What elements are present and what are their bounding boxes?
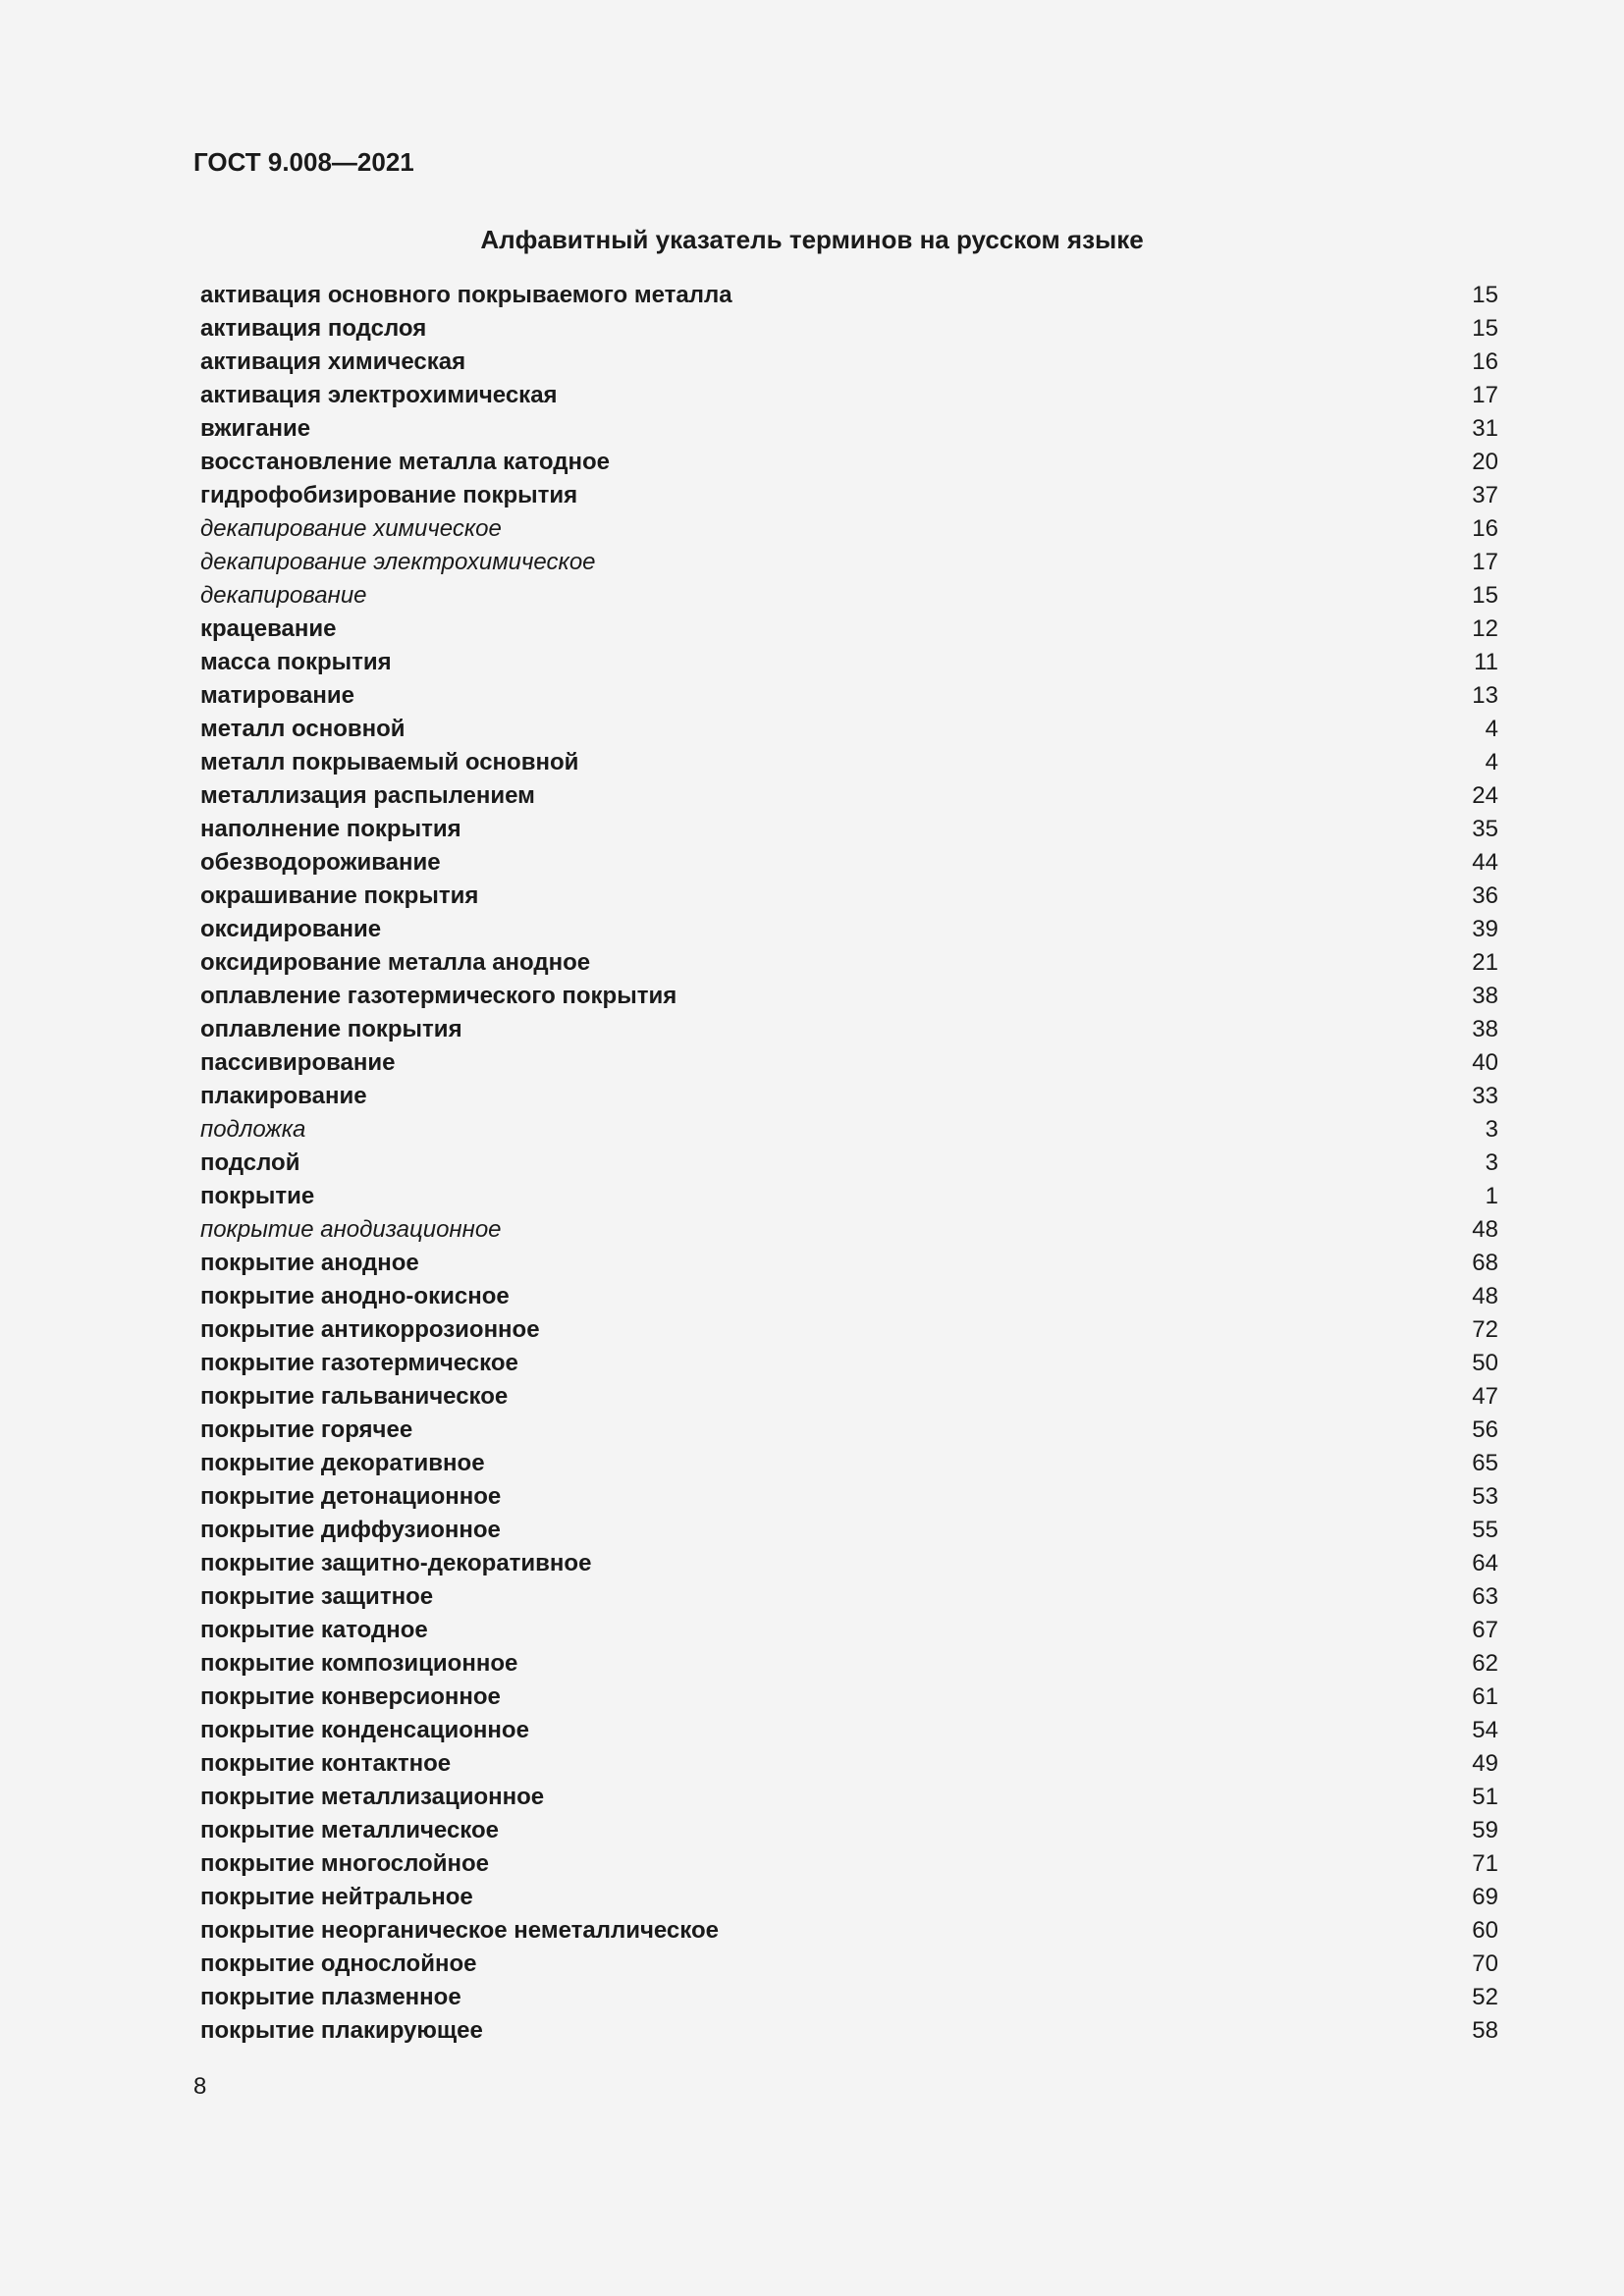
index-term: покрытие антикоррозионное	[200, 1316, 540, 1343]
index-entry	[200, 980, 1498, 1013]
index-term: активация электрохимическая	[200, 382, 558, 408]
index-term-number: 61	[1472, 1683, 1498, 1710]
index-entry	[200, 1981, 1498, 2014]
index-entry	[200, 1046, 1498, 1080]
index-term: покрытие катодное	[200, 1617, 428, 1643]
index-term: восстановление металла катодное	[200, 449, 610, 475]
index-term-number: 51	[1472, 1784, 1498, 1810]
index-term-number: 48	[1472, 1283, 1498, 1309]
index-entry	[200, 479, 1498, 512]
index-term-number: 4	[1485, 749, 1498, 775]
index-term-number: 50	[1472, 1350, 1498, 1376]
index-entry	[200, 1547, 1498, 1580]
index-entry	[200, 1480, 1498, 1514]
index-entry	[200, 1080, 1498, 1113]
index-term-number: 31	[1472, 415, 1498, 442]
index-term: покрытие защитное	[200, 1583, 434, 1610]
index-term: окрашивание покрытия	[200, 882, 479, 909]
index-entry	[200, 1647, 1498, 1681]
page-number: 8	[193, 2073, 207, 2100]
index-entry	[200, 1580, 1498, 1614]
index-term-number: 63	[1472, 1583, 1498, 1610]
index-term-number: 39	[1472, 916, 1498, 942]
index-term: покрытие контактное	[200, 1750, 452, 1777]
index-entry	[200, 512, 1498, 546]
index-entry	[200, 1147, 1498, 1180]
index-term-number: 4	[1485, 716, 1498, 742]
index-term: покрытие детонационное	[200, 1483, 502, 1510]
term-index-list	[200, 279, 1498, 2048]
index-term-number: 13	[1472, 682, 1498, 709]
index-term-number: 33	[1472, 1083, 1498, 1109]
index-term: покрытие металлизационное	[200, 1784, 545, 1810]
index-term: декапирование	[200, 582, 367, 609]
index-entry	[200, 1514, 1498, 1547]
index-term: активация основного покрываемого металла	[200, 282, 732, 308]
index-term: плакирование	[200, 1083, 367, 1109]
index-entry	[200, 1714, 1498, 1747]
index-term: пассивирование	[200, 1049, 396, 1076]
index-entry	[200, 312, 1498, 346]
index-term: покрытие конверсионное	[200, 1683, 501, 1710]
index-term-number: 38	[1472, 983, 1498, 1009]
index-term-number: 54	[1472, 1717, 1498, 1743]
index-term: покрытие неорганическое неметаллическое	[200, 1917, 719, 1944]
index-entry	[200, 1113, 1498, 1147]
index-entry	[200, 546, 1498, 579]
index-term-number: 71	[1472, 1850, 1498, 1877]
index-term-number: 44	[1472, 849, 1498, 876]
index-term: крацевание	[200, 615, 337, 642]
index-term: покрытие	[200, 1183, 315, 1209]
index-entry	[200, 813, 1498, 846]
index-term-number: 56	[1472, 1416, 1498, 1443]
index-term: покрытие газотермическое	[200, 1350, 518, 1376]
index-term-number: 52	[1472, 1984, 1498, 2010]
index-entry	[200, 1347, 1498, 1380]
index-term-number: 58	[1472, 2017, 1498, 2044]
index-term: подслой	[200, 1149, 300, 1176]
index-term-number: 16	[1472, 515, 1498, 542]
index-title: Алфавитный указатель терминов на русском языке	[480, 225, 1144, 254]
index-term: оксидирование	[200, 916, 382, 942]
index-term-number: 20	[1472, 449, 1498, 475]
index-term: покрытие диффузионное	[200, 1517, 501, 1543]
index-term-number: 55	[1472, 1517, 1498, 1543]
index-entry	[200, 1280, 1498, 1313]
index-term: покрытие анодно-окисное	[200, 1283, 510, 1309]
index-entry	[200, 1447, 1498, 1480]
index-term-number: 3	[1485, 1149, 1498, 1176]
index-term-number: 35	[1472, 816, 1498, 842]
index-term: наполнение покрытия	[200, 816, 461, 842]
index-entry	[200, 946, 1498, 980]
index-entry	[200, 446, 1498, 479]
index-term-number: 15	[1472, 282, 1498, 308]
index-entry	[200, 1213, 1498, 1247]
index-term-number: 68	[1472, 1250, 1498, 1276]
index-term-number: 17	[1472, 549, 1498, 575]
index-entry	[200, 579, 1498, 613]
index-term: декапирование электрохимическое	[200, 549, 596, 575]
index-entry	[200, 379, 1498, 412]
index-term: металлизация распылением	[200, 782, 535, 809]
index-entry	[200, 1247, 1498, 1280]
index-term: покрытие конденсационное	[200, 1717, 529, 1743]
index-term: металл покрываемый основной	[200, 749, 579, 775]
index-term-number: 60	[1472, 1917, 1498, 1944]
index-term: вжигание	[200, 415, 311, 442]
index-entry	[200, 279, 1498, 312]
index-entry	[200, 880, 1498, 913]
index-term-number: 70	[1472, 1950, 1498, 1977]
index-term: активация подслоя	[200, 315, 427, 342]
index-entry	[200, 1313, 1498, 1347]
index-entry	[200, 1380, 1498, 1414]
index-entry	[200, 1614, 1498, 1647]
index-entry	[200, 1847, 1498, 1881]
index-term-number: 11	[1474, 649, 1498, 675]
index-entry	[200, 346, 1498, 379]
index-term: покрытие анодизационное	[200, 1216, 502, 1243]
index-term: покрытие гальваническое	[200, 1383, 509, 1410]
index-term-number: 1	[1485, 1183, 1498, 1209]
index-term-number: 62	[1472, 1650, 1498, 1677]
index-term-number: 69	[1472, 1884, 1498, 1910]
index-term: покрытие нейтральное	[200, 1884, 473, 1910]
index-entry	[200, 1814, 1498, 1847]
index-term-number: 64	[1472, 1550, 1498, 1576]
index-term: покрытие горячее	[200, 1416, 413, 1443]
index-entry	[200, 412, 1498, 446]
index-term-number: 17	[1472, 382, 1498, 408]
index-term-number: 72	[1472, 1316, 1498, 1343]
index-term-number: 15	[1472, 582, 1498, 609]
index-term: гидрофобизирование покрытия	[200, 482, 578, 508]
index-term: покрытие однослойное	[200, 1950, 477, 1977]
index-entry	[200, 646, 1498, 679]
index-term-number: 38	[1472, 1016, 1498, 1042]
index-entry	[200, 1180, 1498, 1213]
index-entry	[200, 613, 1498, 646]
index-term-number: 40	[1472, 1049, 1498, 1076]
index-term-number: 37	[1472, 482, 1498, 508]
index-term: металл основной	[200, 716, 406, 742]
index-term: оплавление газотермического покрытия	[200, 983, 677, 1009]
index-entry	[200, 913, 1498, 946]
index-entry	[200, 2014, 1498, 2048]
index-term-number: 59	[1472, 1817, 1498, 1843]
index-entry	[200, 1747, 1498, 1781]
index-term-number: 53	[1472, 1483, 1498, 1510]
index-term: активация химическая	[200, 348, 466, 375]
index-entry	[200, 779, 1498, 813]
index-term: покрытие металлическое	[200, 1817, 499, 1843]
index-term: масса покрытия	[200, 649, 392, 675]
index-entry	[200, 679, 1498, 713]
document-code: ГОСТ 9.008—2021	[193, 147, 414, 177]
index-term: покрытие плазменное	[200, 1984, 461, 2010]
index-term-number: 49	[1472, 1750, 1498, 1777]
index-term: покрытие композиционное	[200, 1650, 518, 1677]
index-term: оплавление покрытия	[200, 1016, 462, 1042]
index-term-number: 47	[1472, 1383, 1498, 1410]
index-term-number: 24	[1472, 782, 1498, 809]
index-term-number: 3	[1485, 1116, 1498, 1143]
index-term-number: 16	[1472, 348, 1498, 375]
index-entry	[200, 713, 1498, 746]
index-term: покрытие плакирующее	[200, 2017, 483, 2044]
index-term: обезводороживание	[200, 849, 441, 876]
index-entry	[200, 1013, 1498, 1046]
index-term: покрытие защитно-декоративное	[200, 1550, 592, 1576]
index-entry	[200, 1781, 1498, 1814]
index-term-number: 15	[1472, 315, 1498, 342]
index-entry	[200, 846, 1498, 880]
index-entry	[200, 746, 1498, 779]
index-term-number: 21	[1472, 949, 1498, 976]
index-entry	[200, 1414, 1498, 1447]
index-entry	[200, 1914, 1498, 1948]
index-term: покрытие многослойное	[200, 1850, 489, 1877]
index-term-number: 12	[1472, 615, 1498, 642]
index-term: покрытие анодное	[200, 1250, 419, 1276]
index-term-number: 65	[1472, 1450, 1498, 1476]
index-term: декапирование химическое	[200, 515, 502, 542]
index-term: матирование	[200, 682, 354, 709]
index-term-number: 67	[1472, 1617, 1498, 1643]
index-term: оксидирование металла анодное	[200, 949, 591, 976]
index-term: подложка	[200, 1116, 306, 1143]
index-entry	[200, 1681, 1498, 1714]
index-term-number: 48	[1472, 1216, 1498, 1243]
index-term-number: 36	[1472, 882, 1498, 909]
index-entry	[200, 1881, 1498, 1914]
index-entry	[200, 1948, 1498, 1981]
index-term: покрытие декоративное	[200, 1450, 485, 1476]
